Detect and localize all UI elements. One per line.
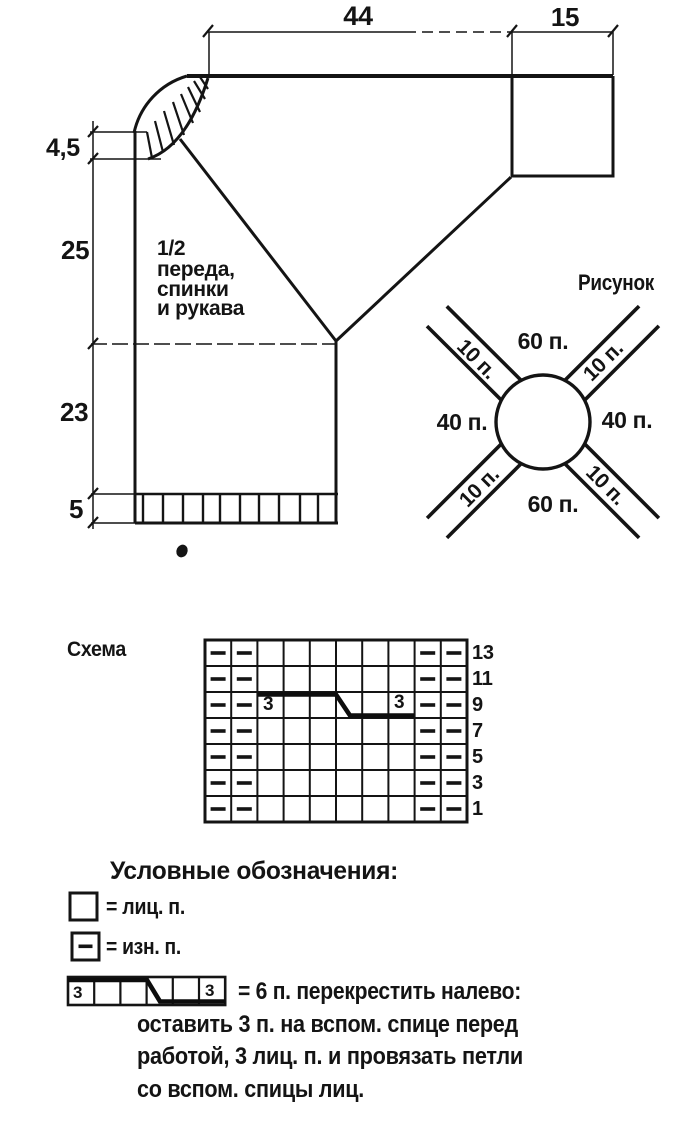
purl-dash-symbol [446, 651, 461, 655]
stitches-arm-upper-left: 10 п. [452, 334, 502, 384]
knitting-chart [67, 638, 494, 822]
stitches-arm-lower-right: 10 п. [581, 460, 631, 510]
purl-dash-symbol [446, 755, 461, 759]
purl-dash-symbol [446, 729, 461, 733]
piece-label-line2: переда, [157, 258, 235, 281]
dim-label-15: 15 [550, 2, 580, 32]
purl-stitch-text: = изн. п. [106, 934, 181, 959]
purl-dash-symbol [420, 651, 435, 655]
neck-circle [496, 375, 590, 469]
purl-dash-symbol [420, 781, 435, 785]
purl-dash-symbol [420, 677, 435, 681]
purl-dash-icon [79, 945, 93, 949]
chart-row-label: 7 [472, 720, 483, 742]
dim-label-44: 44 [343, 1, 373, 31]
piece-label-line4: и рукава [157, 297, 245, 320]
stitch-distribution-diagram [427, 270, 659, 538]
chart-row-label: 9 [472, 694, 483, 716]
chart-cable-digit-left: 3 [263, 694, 274, 715]
purl-dash-symbol [211, 729, 226, 733]
purl-dash-symbol [237, 677, 252, 681]
chart-row-labels [472, 642, 494, 820]
purl-dash-symbol [446, 807, 461, 811]
cable-text-line2: оставить 3 п. на вспом. спице перед [137, 1011, 519, 1038]
legend-cable-digit-right: 3 [205, 981, 215, 1000]
purl-dash-symbol [211, 677, 226, 681]
purl-dash-symbol [446, 781, 461, 785]
purl-dash-symbol [420, 755, 435, 759]
purl-dash-symbol [420, 807, 435, 811]
stitches-right: 40 п. [601, 407, 653, 433]
cable-text-line4: со вспом. спицы лиц. [137, 1076, 364, 1103]
chart-title: Схема [67, 638, 127, 661]
chart-row-label: 1 [472, 798, 483, 820]
purl-dash-symbol [237, 781, 252, 785]
dim-label-4-5: 4,5 [46, 134, 80, 162]
raglan-right [336, 177, 511, 341]
chart-row-label: 11 [472, 668, 493, 690]
chart-row-label: 5 [472, 746, 483, 768]
dim-tick [203, 25, 213, 37]
legend [68, 857, 523, 1103]
purl-dash-symbol [237, 703, 252, 707]
purl-dash-symbol [420, 729, 435, 733]
purl-dash-symbol [446, 677, 461, 681]
chart-row-label: 3 [472, 772, 483, 794]
collar-outer-arc [134, 76, 187, 133]
purl-dash-symbol [237, 729, 252, 733]
stitches-left: 40 п. [436, 409, 488, 435]
cable-text-line3: работой, 3 лиц. п. и провязать петли [137, 1043, 523, 1070]
purl-dash-symbol [211, 781, 226, 785]
purl-dash-symbol [211, 651, 226, 655]
purl-dash-symbol [211, 703, 226, 707]
legend-title: Условные обозначения: [110, 857, 398, 885]
stitches-arm-lower-left: 10 п. [454, 462, 504, 512]
chart-row-label: 13 [472, 642, 494, 664]
stitches-bottom: 60 п. [527, 491, 579, 517]
figure-mark-blob [174, 543, 189, 559]
purl-dash-symbol [237, 755, 252, 759]
purl-dash-symbol [211, 755, 226, 759]
piece-label [157, 237, 245, 320]
knit-stitch-symbol [70, 893, 97, 920]
garment-schematic [46, 1, 618, 559]
purl-dash-symbol [446, 703, 461, 707]
pattern-diagram-title: Рисунок [578, 270, 656, 295]
dim-label-23: 23 [60, 397, 89, 427]
legend-cable-digit-left: 3 [73, 983, 83, 1002]
rib-hatching [143, 495, 318, 522]
purl-dash-symbol [237, 807, 252, 811]
cable-text-line1: = 6 п. перекрестить налево: [238, 978, 521, 1005]
dim-label-25: 25 [61, 235, 90, 265]
stitches-top: 60 п. [517, 328, 569, 354]
chart-grid [205, 640, 467, 822]
purl-dash-symbol [420, 703, 435, 707]
dim-label-5: 5 [69, 494, 84, 524]
purl-dash-symbol [237, 651, 252, 655]
chart-cable-digit-right: 3 [394, 692, 405, 713]
knit-stitch-text: = лиц. п. [106, 894, 185, 919]
purl-dash-symbol [211, 807, 226, 811]
collar-hatching [147, 77, 208, 158]
piece-label-line1: 1/2 [157, 237, 186, 260]
piece-label-line3: спинки [157, 278, 229, 301]
stitches-arm-upper-right: 10 п. [578, 336, 628, 386]
